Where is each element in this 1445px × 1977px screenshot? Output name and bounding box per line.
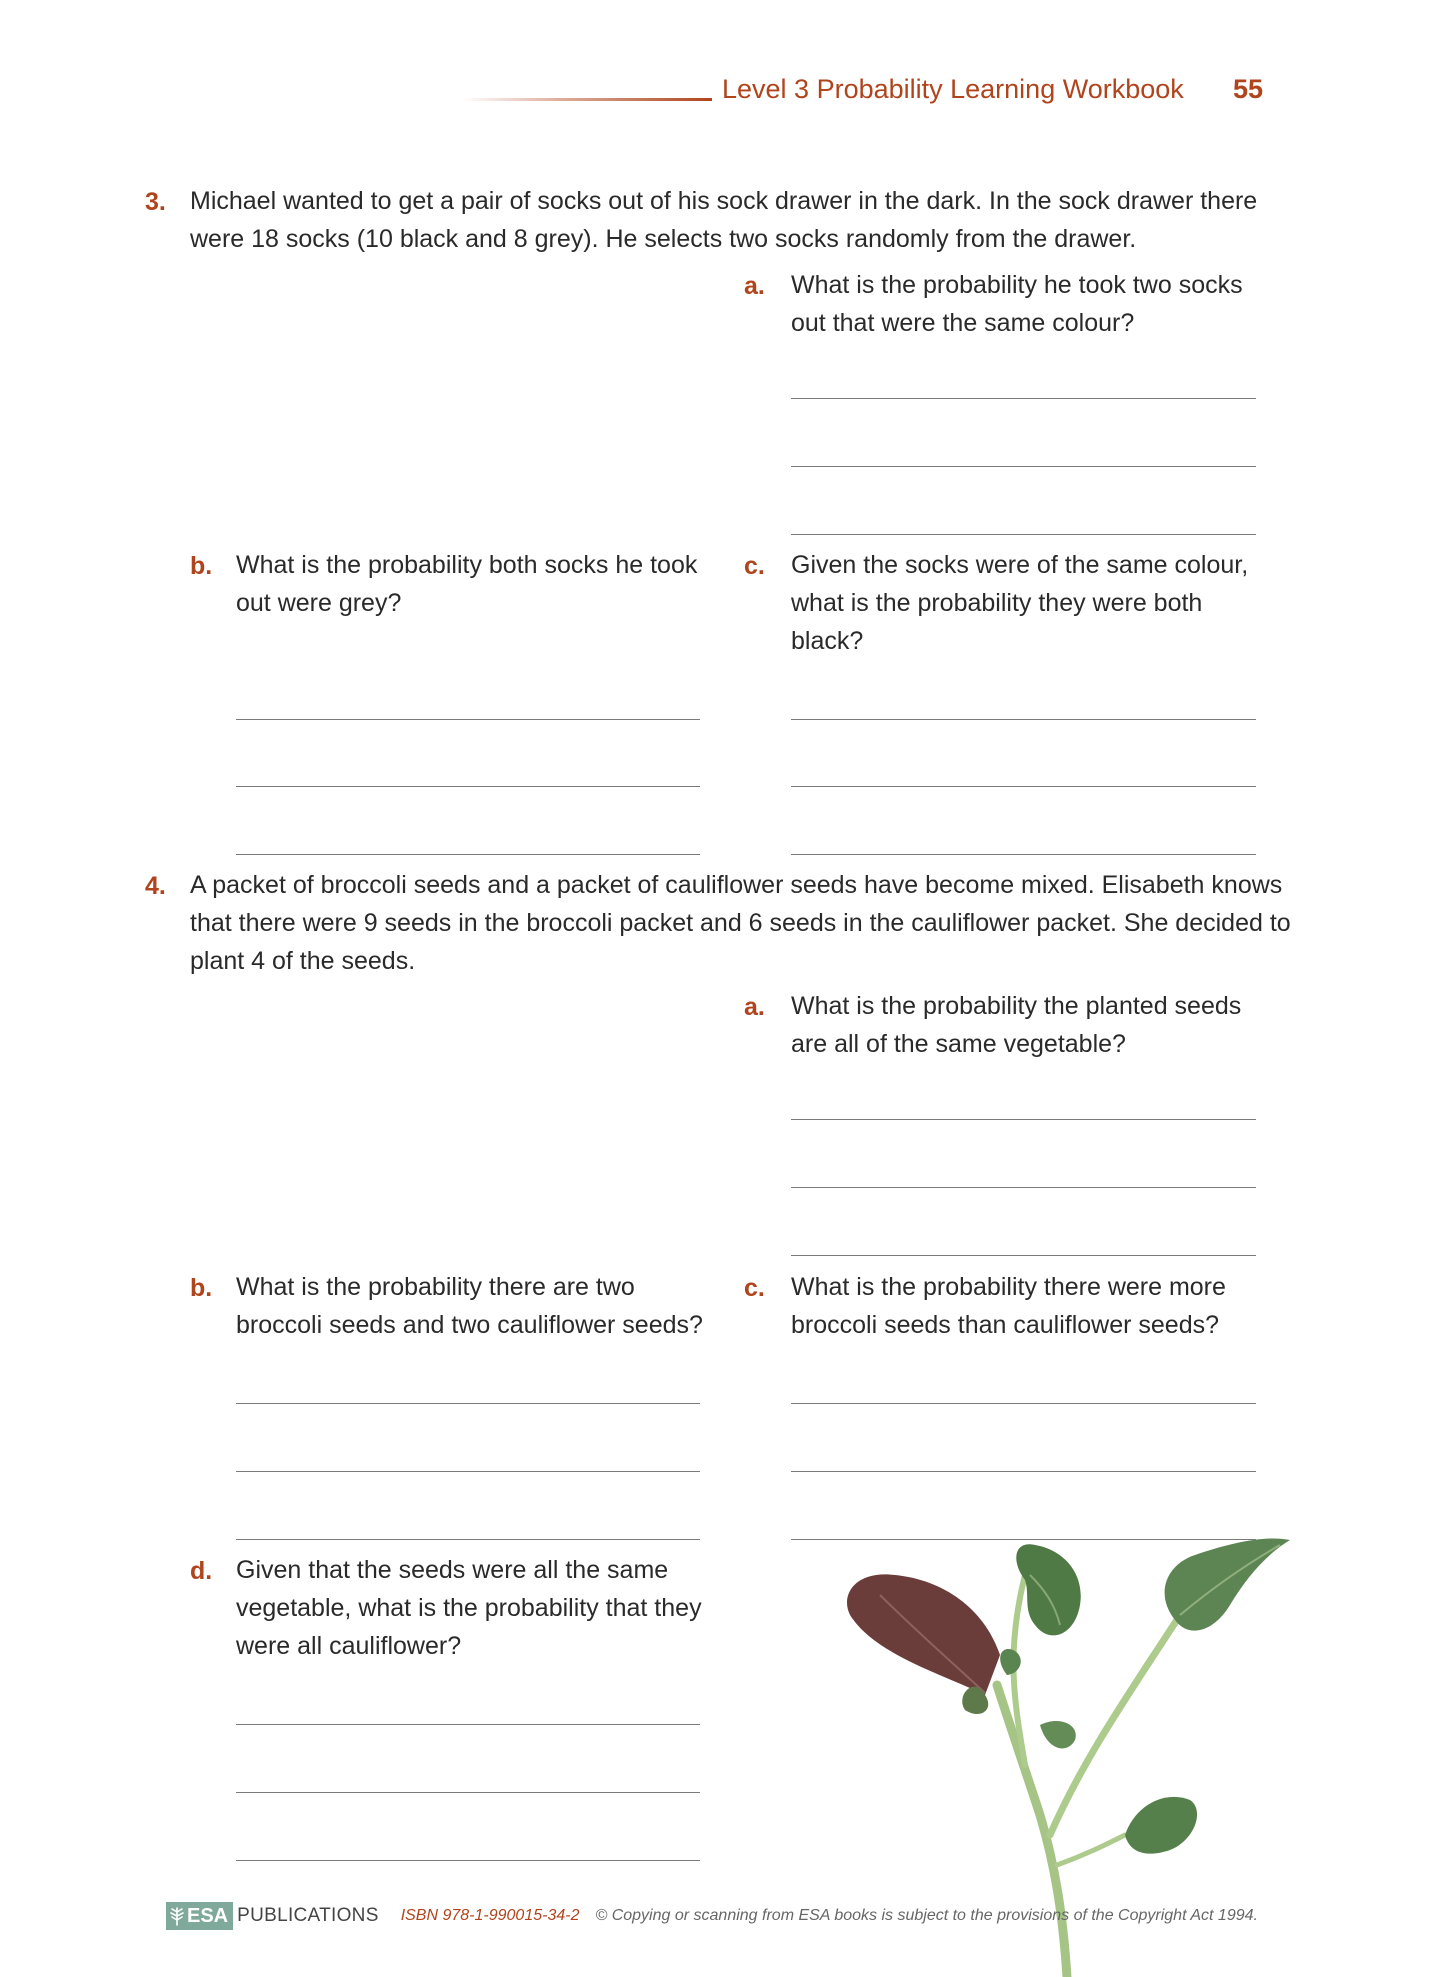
q3b-text-line: What is the probability both socks he took [236, 551, 698, 579]
q4c-text [791, 1268, 1226, 1344]
answer-line[interactable] [791, 1403, 1256, 1404]
answer-line[interactable] [791, 1471, 1256, 1472]
question-3-text-line: Michael wanted to get a pair of socks out of his sock drawer in the dark. In the sock drawer there [190, 187, 1258, 215]
q3c-text-line: black? [791, 627, 864, 655]
footer [166, 1900, 1316, 1932]
q4c-text-line: broccoli seeds than cauliflower seeds? [791, 1311, 1220, 1339]
q4d-text-line: were all cauliflower? [236, 1632, 462, 1660]
isbn: ISBN 978-1-990015-34-2 [400, 1907, 580, 1924]
q4b-text-line: broccoli seeds and two cauliflower seeds? [236, 1311, 703, 1339]
logo-text: ESA [187, 1904, 229, 1927]
q4d-text [236, 1551, 702, 1665]
answer-line[interactable] [236, 786, 700, 787]
q4d-text-line: vegetable, what is the probability that they [236, 1594, 702, 1622]
answer-line[interactable] [791, 466, 1256, 467]
q3a-text [791, 266, 1243, 342]
answer-line[interactable] [236, 854, 700, 855]
q3b-text [236, 546, 697, 622]
q4b-text [236, 1268, 703, 1344]
q3a-text-line: out that were the same colour? [791, 309, 1135, 337]
answer-line[interactable] [791, 854, 1256, 855]
question-4-text-line: that there were 9 seeds in the broccoli packet and 6 seeds in the cauliflower packet. She decided to [190, 909, 1291, 937]
q4d-label: d. [190, 1557, 213, 1585]
answer-line[interactable] [236, 1860, 700, 1861]
q3c-text-line: what is the probability they were both [791, 589, 1203, 617]
page-title: Level 3 Probability Learning Workbook [722, 74, 1184, 104]
answer-line[interactable] [791, 1187, 1256, 1188]
answer-line[interactable] [791, 786, 1256, 787]
q4b-text-line: What is the probability there are two [236, 1273, 635, 1301]
answer-line[interactable] [236, 1724, 700, 1725]
q4d-text-line: Given that the seeds were all the same [236, 1556, 669, 1584]
q4a-text-line: What is the probability the planted seeds [791, 992, 1242, 1020]
publisher-name: PUBLICATIONS [237, 1905, 379, 1926]
question-4-text-line: A packet of broccoli seeds and a packet of cauliflower seeds have become mixed. Elisabeth knows [190, 871, 1283, 899]
q3c-text-line: Given the socks were of the same colour, [791, 551, 1249, 579]
answer-line[interactable] [236, 1539, 700, 1540]
answer-line[interactable] [791, 398, 1256, 399]
esa-logo [166, 1902, 233, 1930]
question-3-text [190, 182, 1257, 258]
answer-line[interactable] [791, 1119, 1256, 1120]
answer-line[interactable] [791, 719, 1256, 720]
answer-line[interactable] [791, 1255, 1256, 1256]
question-4-text [190, 866, 1291, 980]
q4a-text [791, 987, 1241, 1063]
answer-line[interactable] [791, 534, 1256, 535]
question-4-text-line: plant 4 of the seeds. [190, 947, 416, 975]
question-4-number: 4. [145, 872, 166, 900]
question-3-number: 3. [145, 188, 166, 216]
q4a-label: a. [744, 993, 765, 1021]
q4c-label: c. [744, 1274, 765, 1302]
q3c-text [791, 546, 1248, 660]
copyright-notice: © Copying or scanning from ESA books is subject to the provisions of the Copyright Act 1994. [595, 1907, 1258, 1924]
header-rule [462, 98, 712, 101]
page-number: 55 [1233, 74, 1264, 104]
answer-line[interactable] [236, 1792, 700, 1793]
q3c-label: c. [744, 552, 765, 580]
q4c-text-line: What is the probability there were more [791, 1273, 1226, 1301]
question-3-text-line: were 18 socks (10 black and 8 grey). He selects two socks randomly from the drawer. [190, 225, 1137, 253]
answer-line[interactable] [236, 719, 700, 720]
q3b-label: b. [190, 552, 213, 580]
q3a-label: a. [744, 272, 765, 300]
answer-line[interactable] [236, 1471, 700, 1472]
q4a-text-line: are all of the same vegetable? [791, 1030, 1126, 1058]
answer-line[interactable] [236, 1403, 700, 1404]
leaf-icon [169, 1906, 185, 1926]
q4b-label: b. [190, 1274, 213, 1302]
q3b-text-line: out were grey? [236, 589, 402, 617]
q3a-text-line: What is the probability he took two socks [791, 271, 1243, 299]
